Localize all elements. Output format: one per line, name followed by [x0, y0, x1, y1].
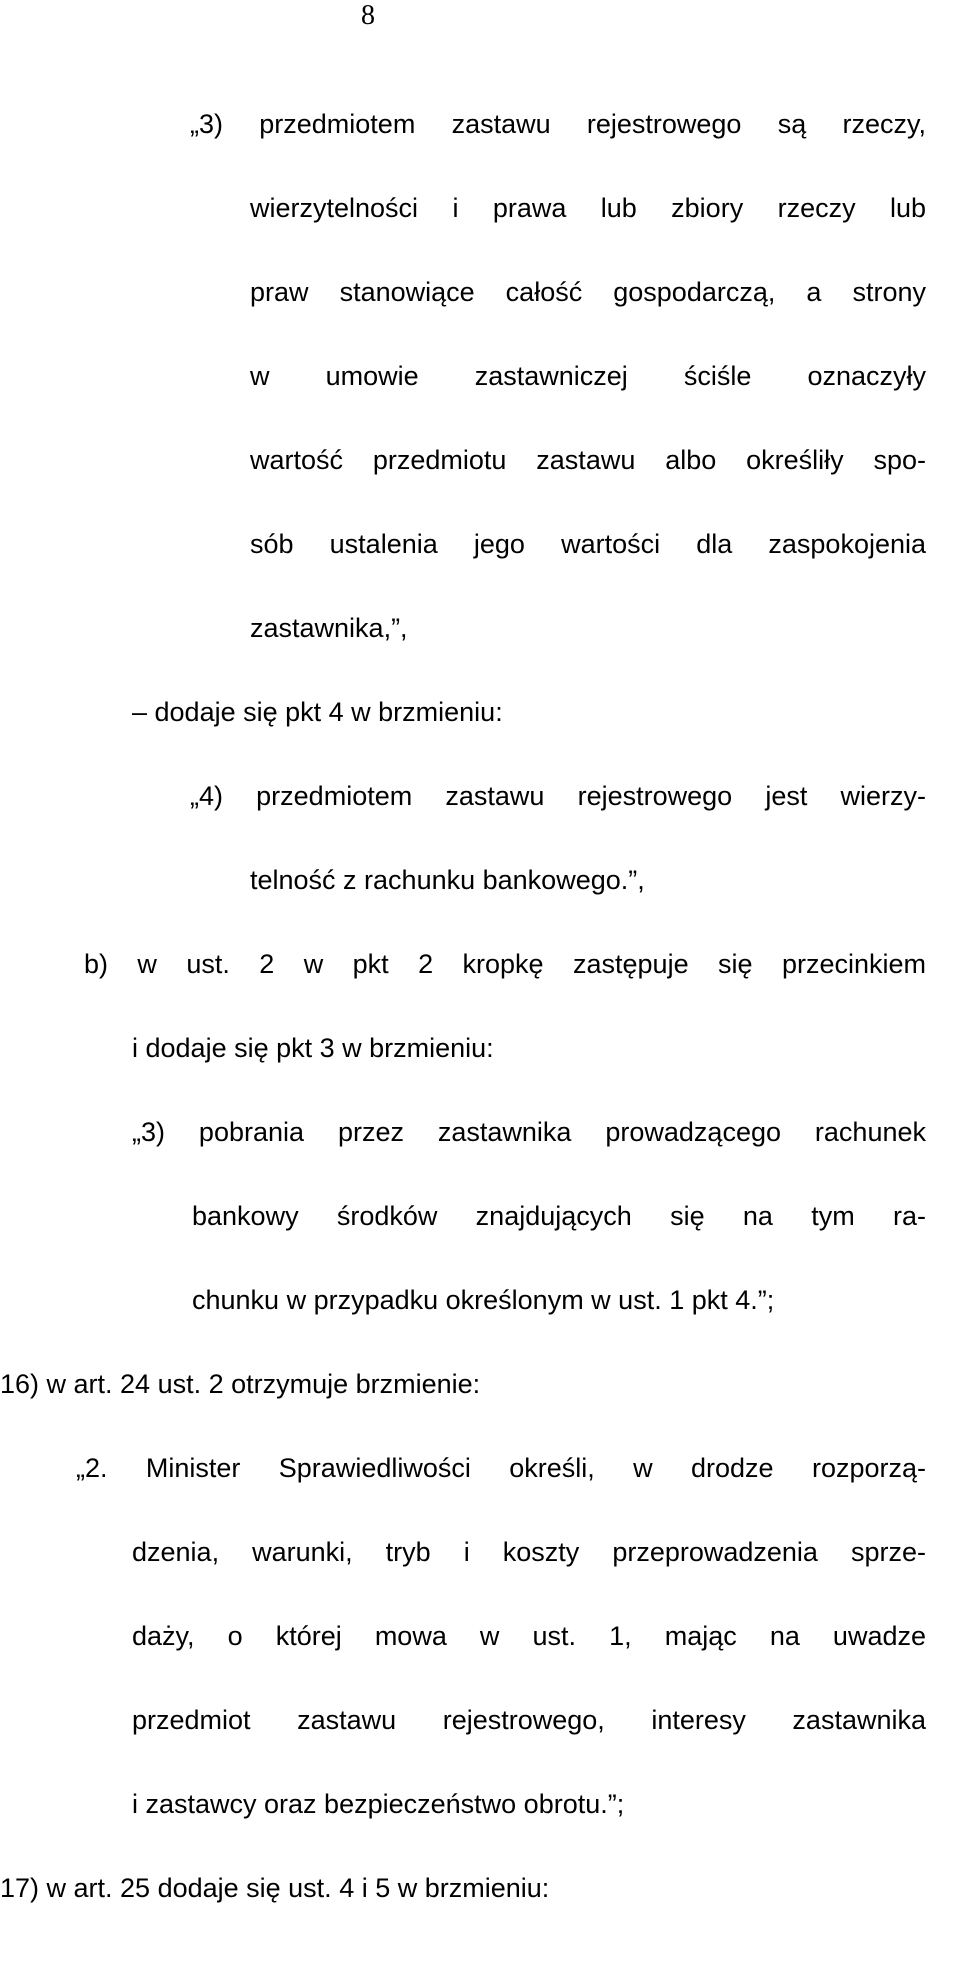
text-line: praw stanowiące całość gospodarczą, a strony: [250, 277, 926, 307]
page-number: 8: [361, 0, 375, 31]
text-line: i zastawcy oraz bezpieczeństwo obrotu.”;: [132, 1789, 625, 1819]
dash-item: – dodaje się pkt 4 w brzmieniu:: [132, 697, 503, 727]
text-line: chunku w przypadku określonym w ust. 1 pkt 4.”;: [192, 1285, 775, 1315]
numbered-item: 17) w art. 25 dodaje się ust. 4 i 5 w brzmieniu:: [0, 1873, 550, 1903]
text-line: zastawnika,”,: [250, 613, 408, 643]
text-line: wartość przedmiotu zastawu albo określiły spo-: [250, 445, 926, 475]
text-line: przedmiot zastawu rejestrowego, interesy zastawnika: [132, 1705, 926, 1735]
text-line: „2. Minister Sprawiedliwości określi, w drodze rozporzą-: [76, 1453, 926, 1483]
text-line: „4) przedmiotem zastawu rejestrowego jest wierzy-: [190, 781, 926, 811]
text-line: telność z rachunku bankowego.”,: [250, 865, 645, 895]
text-line: wierzytelności i prawa lub zbiory rzeczy lub: [250, 193, 926, 223]
text-line: „3) przedmiotem zastawu rejestrowego są rzeczy,: [190, 109, 926, 139]
text-line: sób ustalenia jego wartości dla zaspokojenia: [250, 529, 926, 559]
text-line: b) w ust. 2 w pkt 2 kropkę zastępuje się przecinkiem: [84, 949, 926, 979]
text-line: bankowy środków znajdujących się na tym ra-: [192, 1201, 926, 1231]
text-line: daży, o której mowa w ust. 1, mając na uwadze: [132, 1621, 926, 1651]
text-line: dzenia, warunki, tryb i koszty przeprowadzenia sprze-: [132, 1537, 926, 1567]
text-line: w umowie zastawniczej ściśle oznaczyły: [250, 361, 926, 391]
numbered-item: 16) w art. 24 ust. 2 otrzymuje brzmienie:: [0, 1369, 481, 1399]
text-line: i dodaje się pkt 3 w brzmieniu:: [132, 1033, 494, 1063]
text-line: „3) pobrania przez zastawnika prowadzącego rachunek: [132, 1117, 926, 1147]
